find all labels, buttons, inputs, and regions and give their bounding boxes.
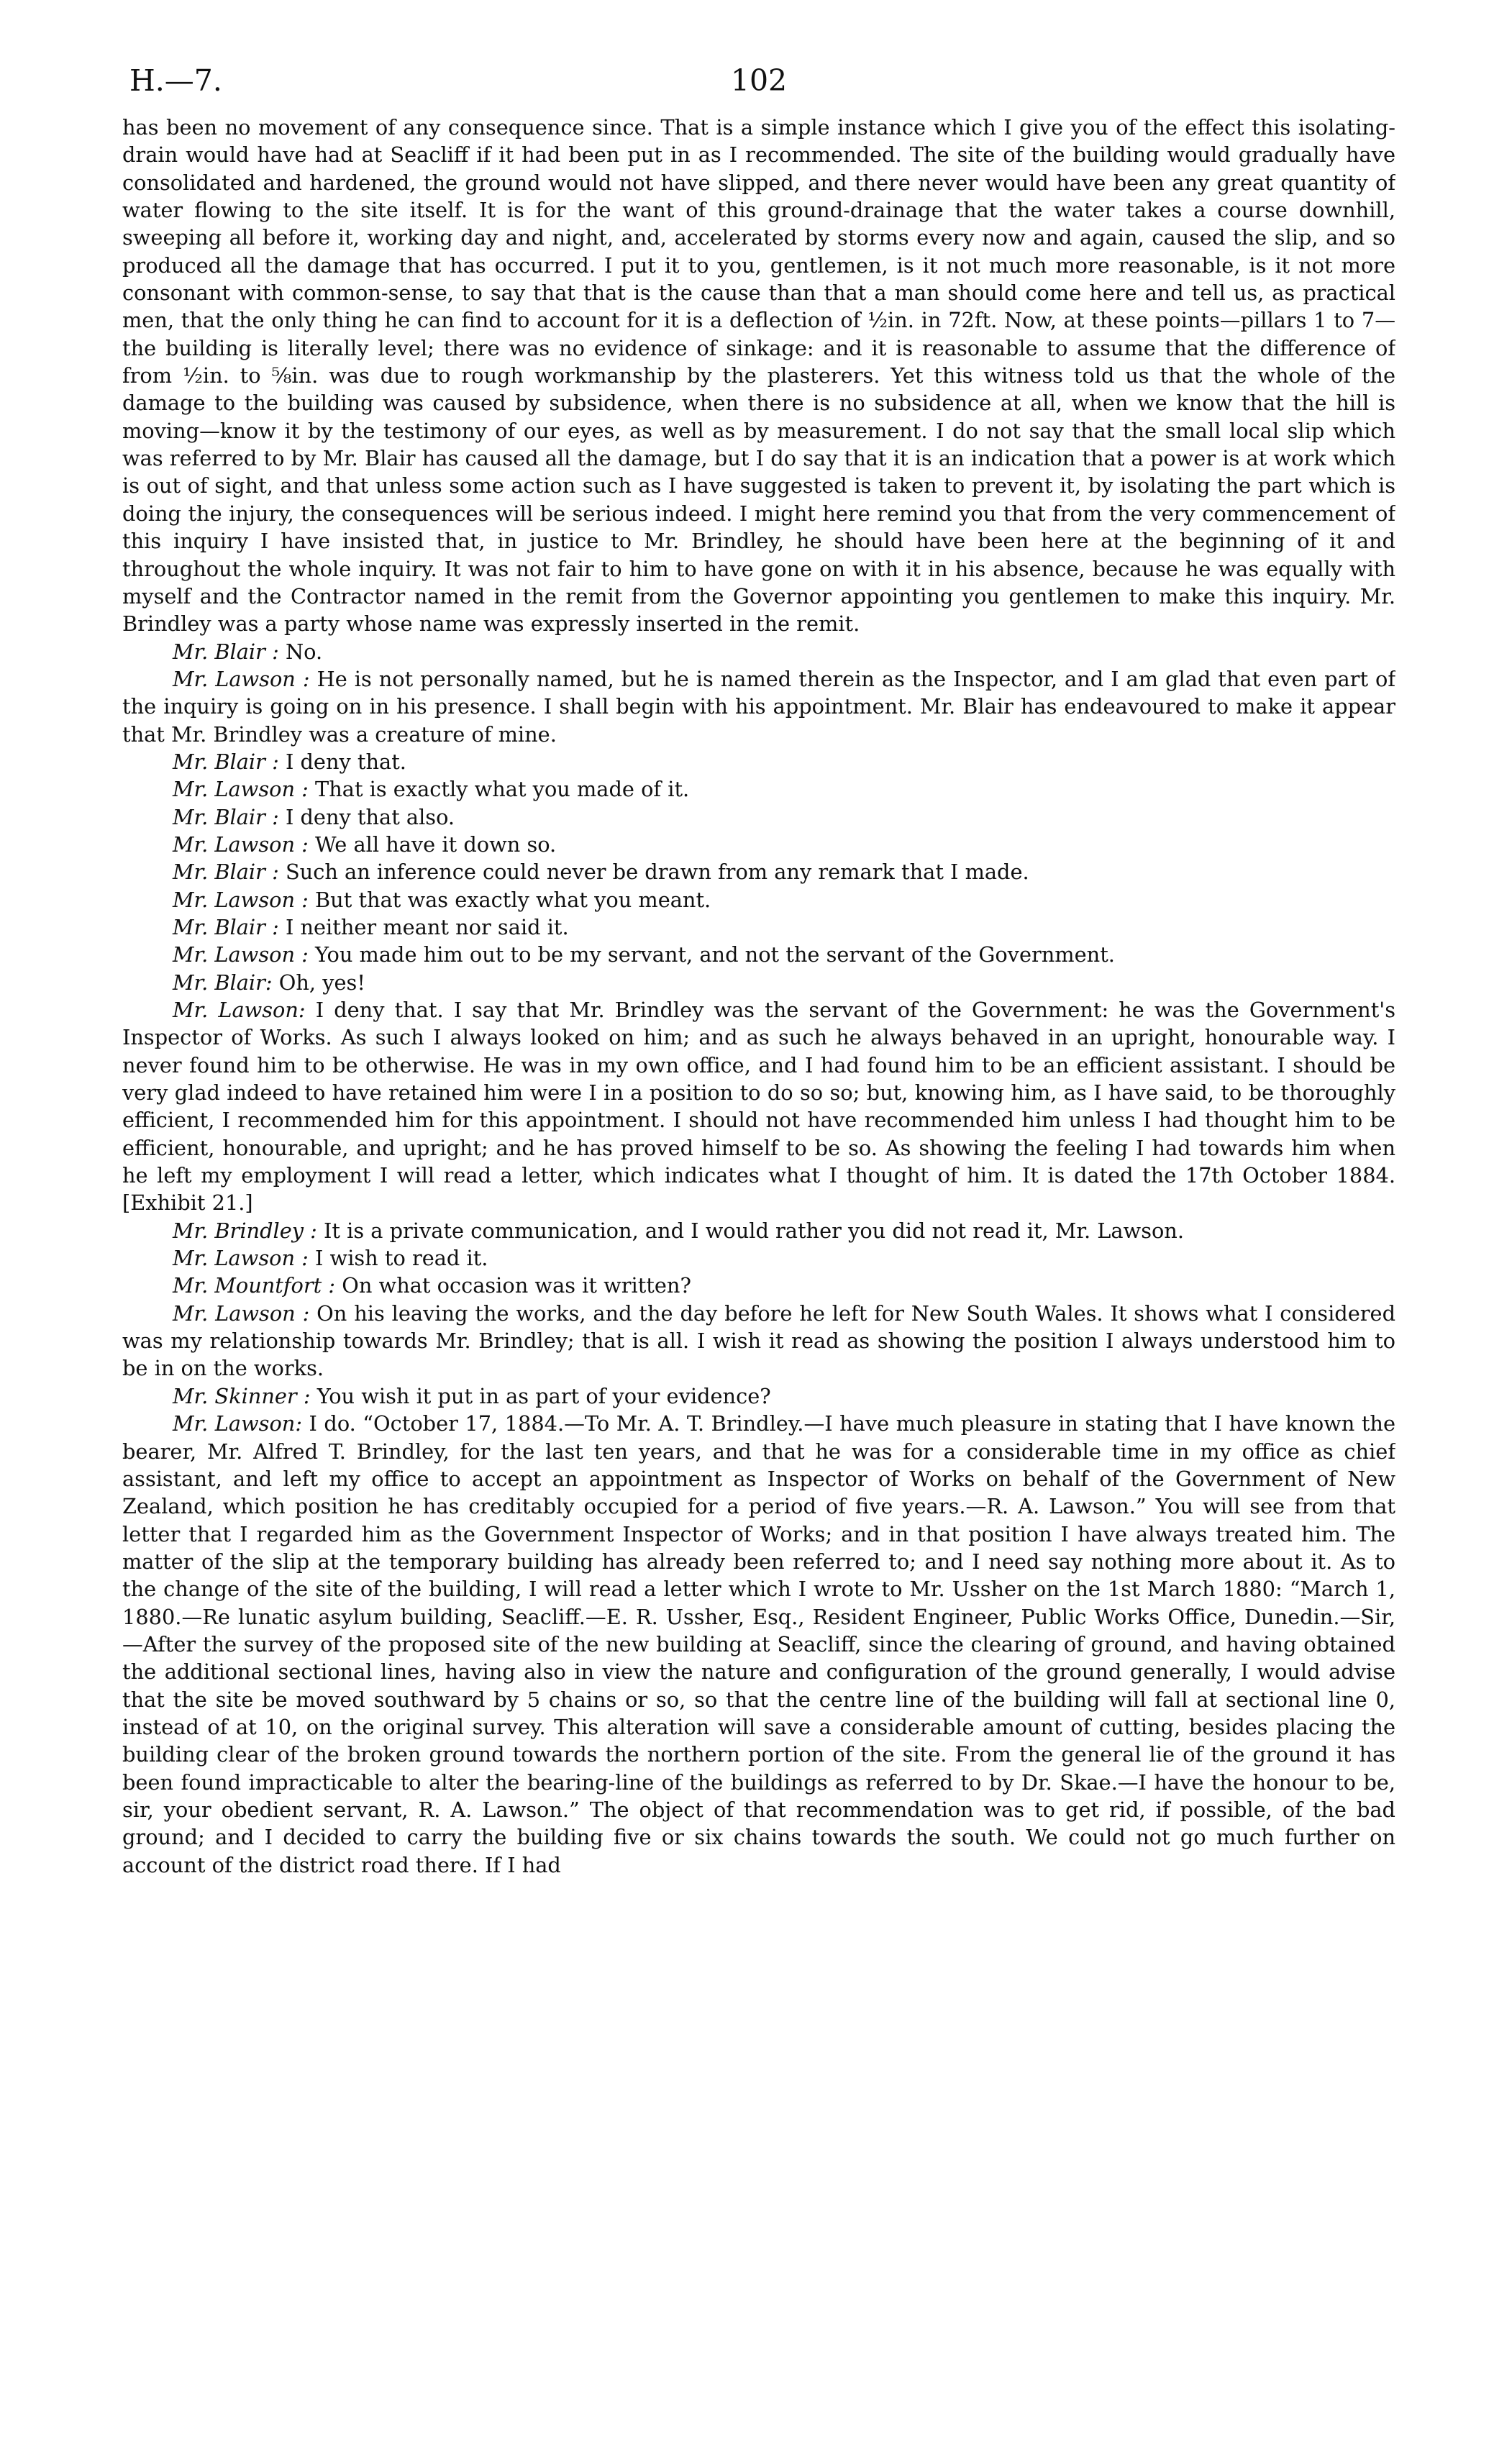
paragraph: [122, 1382, 1395, 1410]
paragraph: [122, 1410, 1395, 1879]
paragraph: [122, 114, 1395, 638]
paragraph: [122, 665, 1395, 748]
paragraph-text: I do. “October 17, 1884.—To Mr. A. T. Brindley.—I have much pleasure in stating that I have known the bearer, Mr. Alfred T. Brindley, for the last ten years, and that he was for a considerable time in my office as chief assistant, and left my office to accept an appointment as Inspector of Works on behalf of the Government of New Zealand, which position he has creditably occupied for a period of five years.—R. A. Lawson.” You will see from that letter that I regarded him as the Government Inspector of Works; and in that position I have always treated him. The matter of the slip at the temporary building has already been referred to; and I need say nothing more about it. As to the change of the site of the building, I will read a letter which I wrote to Mr. Ussher on the 1st March 1880: “March 1, 1880.—Re lunatic asylum building, Seacliff.—E. R. Ussher, Esq., Resident Engineer, Public Works Office, Dunedin.—Sir,—After the survey of the proposed site of the new building at Seacliff, since the clearing of ground, and having obtained the additional sectional lines, having also in view the nature and configuration of the ground generally, I would advise that the site be moved southward by 5 chains or so, so that the centre line of the building will fall at sectional line 0, instead of at 10, on the original survey. This alteration will save a considerable amount of cutting, besides placing the building clear of the broken ground towards the northern portion of the site. From the general lie of the ground it has been found impracticable to alter the bearing-line of the buildings as referred to by Dr. Skae.—I have the honour to be, sir, your obedient servant, R. A. Lawson.” The object of that recommendation was to get rid, if possible, of the bad ground; and I decided to carry the building five or six chains towards the south. We could not go much further on account of the district road there. If I had: [122, 1411, 1395, 1877]
speaker-name: Mr. Lawson :: [173, 887, 309, 912]
paragraph: [122, 775, 1395, 803]
paragraph: [122, 748, 1395, 775]
paragraph: [122, 638, 1395, 665]
speaker-name: Mr. Blair :: [173, 804, 279, 829]
paragraph-text: But that was exactly what you meant.: [315, 887, 711, 912]
paragraph: [122, 803, 1395, 831]
paragraph: [122, 1272, 1395, 1299]
paragraph: [122, 941, 1395, 968]
paragraph-text: I deny that. I say that Mr. Brindley was the servant of the Government: he was the Government's Inspector of Works. As such I always looked on him; and as such he always behaved in an upright, honourable way. I never found him to be otherwise. He was in my own office, and I had found him to be an efficient assistant. I should be very glad indeed to have retained him were I in a position to do so so; but, knowing him, as I have said, to be thoroughly efficient, I recommended him for this appointment. I should not have recommended him unless I had thought him to be efficient, honourable, and upright; and he has proved himself to be so. As showing the feeling I had towards him when he left my employment I will read a letter, which indicates what I thought of him. It is dated the 17th October 1884. [Exhibit 21.]: [122, 998, 1395, 1216]
paragraph-text: I deny that.: [285, 749, 406, 774]
speaker-name: Mr. Skinner :: [173, 1383, 311, 1408]
paragraph: [122, 886, 1395, 913]
paragraph-text: You wish it put in as part of your evidence?: [316, 1383, 771, 1408]
document-reference: H.—7.: [129, 63, 222, 98]
speaker-name: Mr. Blair :: [173, 749, 279, 774]
speaker-name: Mr. Blair :: [173, 639, 279, 664]
paragraph: [122, 913, 1395, 941]
page-number: 102: [730, 63, 788, 98]
paragraph-text: No.: [285, 639, 323, 664]
paragraph-text: On what occasion was it written?: [342, 1273, 691, 1298]
paragraph: [122, 1217, 1395, 1244]
paragraph: [122, 858, 1395, 885]
speaker-name: Mr. Lawson :: [173, 831, 309, 857]
paragraph-text: We all have it down so.: [315, 831, 557, 857]
paragraph: [122, 969, 1395, 996]
speaker-name: Mr. Lawson :: [173, 1246, 309, 1271]
paragraph: [122, 831, 1395, 858]
body-text: [122, 114, 1395, 1879]
paragraph: [122, 1300, 1395, 1382]
speaker-name: Mr. Lawson :: [173, 942, 309, 967]
speaker-name: Mr. Lawson :: [173, 777, 309, 802]
paragraph: [122, 996, 1395, 1217]
paragraph-text: Oh, yes!: [278, 970, 365, 995]
paragraph: [122, 1244, 1395, 1272]
page-header: [122, 63, 1395, 114]
paragraph-text: I neither meant nor said it.: [285, 914, 569, 939]
speaker-name: Mr. Brindley :: [173, 1218, 317, 1243]
paragraph-text: I wish to read it.: [315, 1246, 488, 1271]
paragraph-text: I deny that also.: [285, 804, 455, 829]
paragraph-text: That is exactly what you made of it.: [315, 777, 690, 802]
speaker-name: Mr. Mountfort :: [173, 1273, 336, 1298]
speaker-name: Mr. Lawson :: [173, 1300, 310, 1326]
speaker-name: Mr. Lawson :: [173, 666, 310, 691]
paragraph-text: You made him out to be my servant, and not the servant of the Government.: [315, 942, 1115, 967]
speaker-name: Mr. Lawson:: [173, 1411, 303, 1436]
paragraph-text: On his leaving the works, and the day before he left for New South Wales. It shows what I considered was my relationship towards Mr. Brindley; that is all. I wish it read as showing the position I always understood him to be in on the works.: [122, 1300, 1395, 1381]
speaker-name: Mr. Blair :: [173, 860, 279, 885]
speaker-name: Mr. Blair:: [173, 970, 273, 995]
paragraph-text: It is a private communication, and I would rather you did not read it, Mr. Lawson.: [324, 1218, 1185, 1243]
document-page: [122, 63, 1395, 2408]
speaker-name: Mr. Blair :: [173, 914, 279, 939]
paragraph-text: Such an inference could never be drawn from any remark that I made.: [285, 860, 1029, 885]
paragraph-text: has been no movement of any consequence since. That is a simple instance which I give you of the effect this isolating-drain would have had at Seacliff if it had been put in as I recommended. The site of the building would gradually have consolidated and hardened, the ground would not have slipped, and there never would have been any great quantity of water flowing to the site itself. It is for the want of this ground-drainage that the water takes a course downhill, sweeping all before it, working day and night, and, accelerated by storms every now and again, caused the slip, and so produced all the damage that has occurred. I put it to you, gentlemen, is it not much more reasonable, is it not more consonant with common-sense, to say that that is the cause than that a man should come here and tell us, as practical men, that the only thing he can find to account for it is a deflection of ½in. in 72ft. Now, at these points—pillars 1 to 7—the building is literally level; there was no evidence of sinkage: and it is reasonable to assume that the difference of from ½in. to ⅝in. was due to rough workmanship by the plasterers. Yet this witness told us that the whole of the damage to the building was caused by subsidence, when there is no subsidence at all, when we know that the hill is moving—know it by the testimony of our eyes, as well as by measurement. I do not say that the small local slip which was referred to by Mr. Blair has caused all the damage, but I do say that it is an indication that a power is at work which is out of sight, and that unless some action such as I have suggested is taken to prevent it, by isolating the part which is doing the injury, the consequences will be serious indeed. I might here remind you that from the very commencement of this inquiry I have insisted that, in justice to Mr. Brindley, he should have been here at the beginning of it and throughout the whole inquiry. It was not fair to him to have gone on with it in his absence, because he was equally with myself and the Contractor named in the remit from the Governor appointing you gentlemen to make this inquiry. Mr. Brindley was a party whose name was expressly inserted in the remit.: [122, 115, 1395, 637]
paragraph-text: He is not personally named, but he is named therein as the Inspector, and I am glad that even part of the inquiry is going on in his presence. I shall begin with his appointment. Mr. Blair has endeavoured to make it appear that Mr. Brindley was a creature of mine.: [122, 666, 1395, 747]
speaker-name: Mr. Lawson:: [173, 998, 306, 1022]
